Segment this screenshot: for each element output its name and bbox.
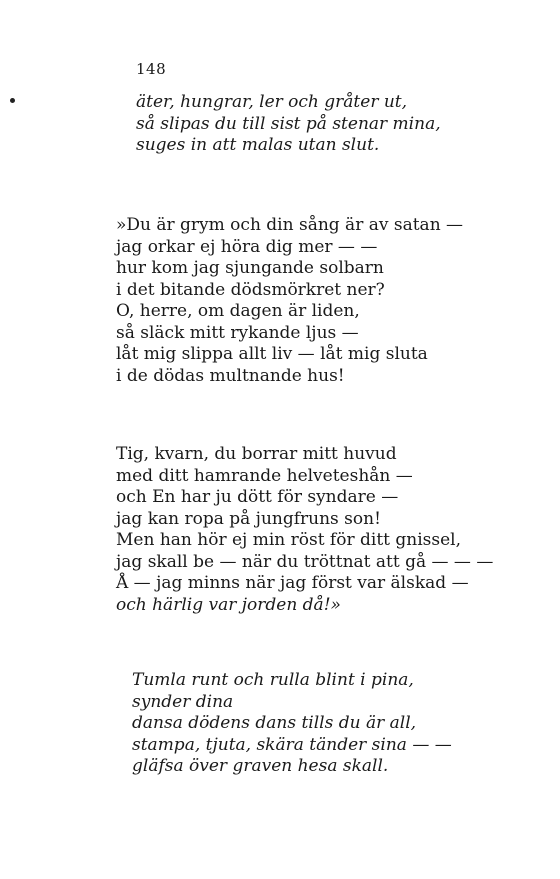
stanza <box>132 670 452 778</box>
verse-line: jag kan ropa på jungfruns son! <box>116 508 381 529</box>
stanza <box>116 215 463 387</box>
verse-line: O, herre, om dagen är liden, <box>116 301 360 321</box>
verse-line: så släck mitt rykande ljus — <box>116 322 359 343</box>
verse-line: hur kom jag sjungande solbarn <box>116 258 384 278</box>
verse-line: i de dödas multnande hus! <box>116 365 345 386</box>
verse-line: synder dina <box>132 691 234 712</box>
verse-line: och En har ju dött för syndare — <box>116 487 399 507</box>
verse-line: dansa dödens dans tills du är all, <box>132 713 417 733</box>
verse-line: »Du är grym och din sång är av satan — <box>116 215 464 235</box>
verse-line: Men han hör ej min röst för ditt gnissel, <box>116 530 461 550</box>
verse-line: jag orkar ej höra dig mer — — <box>116 236 378 257</box>
verse-line: jag skall be — när du tröttnat att gå — — — <box>116 551 494 572</box>
verse-line: Å — jag minns när jag först var älskad — <box>116 573 469 593</box>
verse-line: i det bitande dödsmörkret ner? <box>116 279 385 300</box>
verse-line: äter, hungrar, ler och gråter ut, <box>136 92 408 112</box>
verse-line: låt mig slippa allt liv — låt mig sluta <box>116 344 428 364</box>
verse-line: och härlig var jorden då!» <box>116 594 341 615</box>
verse-line: så slipas du till sist på stenar mina, <box>136 113 441 134</box>
verse-line: Tig, kvarn, du borrar mitt huvud <box>116 444 397 464</box>
verse-line: gläfsa över graven hesa skall. <box>132 756 389 776</box>
margin-mark <box>10 98 15 103</box>
page-number: 148 <box>136 60 167 78</box>
verse-line: med ditt hamrande helveteshån — <box>116 465 413 486</box>
verse-line: suges in att malas utan slut. <box>136 135 380 155</box>
stanza <box>116 444 493 616</box>
verse-line: Tumla runt och rulla blint i pina, <box>132 670 414 690</box>
verse-line: stampa, tjuta, skära tänder sina — — <box>132 734 452 755</box>
stanza <box>136 92 441 157</box>
